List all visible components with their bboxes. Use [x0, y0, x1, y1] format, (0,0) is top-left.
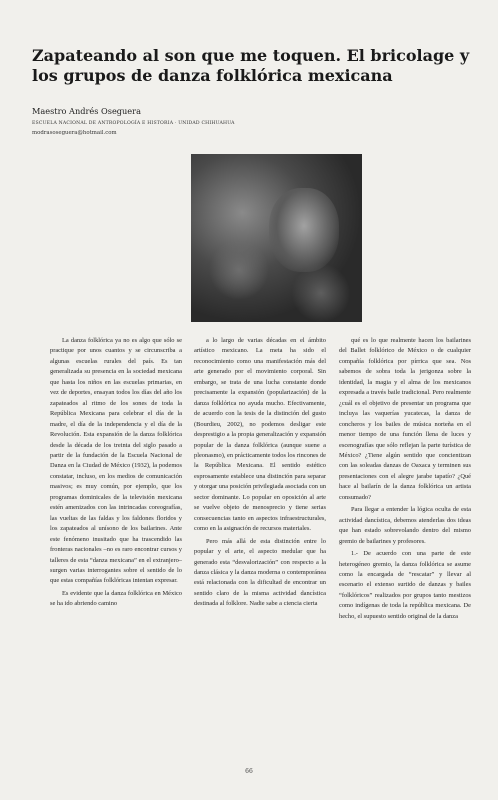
page-number: 66	[245, 768, 253, 775]
author-name: Maestro Andrés Oseguera	[32, 106, 141, 116]
text-column-3	[339, 336, 471, 622]
text-column-1	[50, 336, 182, 610]
author-affiliation: ESCUELA NACIONAL DE ANTROPOLOGÍA E HISTORIA · UNIDAD CHIHUAHUA	[32, 121, 235, 126]
dancers-photo	[191, 154, 362, 322]
paragraph: Es evidente que la danza folklórica en México se ha ido abriendo camino	[50, 589, 182, 608]
paragraph: Para llegar a entender la lógica oculta de esta actividad dancística, debemos atenderlas dos ideas que han estado sobrevolando dentro del mismo gremio de bailarines y profesores.	[339, 506, 471, 545]
paragraph: a lo largo de varias décadas en el ámbito artístico mexicano. La meta ha sido el reconocimiento como una manifestación más del arte generado por el movimiento corporal. Sin embargo, se trata de una lucha constante donde precisamente la expansión (popularización) de la danza folklórica no ayuda mucho. Efectivamente, de acuerdo con la tesis de la distinción del gusto (Bourdieu, 2002), no podemos desligar este desprestigio a la propia generalización y expansión popular de la danza folklórica (aunque suene a pleonasmo), en prácticamente todos los rincones de la República Mexicana. El sentido estético esprosamente establece una distinción para separar y otorgar una posición privilegiada asociada con un sector dominante. Lo popular en oposición al arte se vuelve objeto de menosprecio y tiene serias consecuencias tanto en aspectos infraestructurales, como en la asignación de recursos materiales.	[194, 337, 326, 533]
paragraph: 1.- De acuerdo con una parte de este heterogéneo gremio, la danza folklórica se asume como la encargada de “rescatar” y llevar al escenario el extenso surtido de danzas y bailes “folklóricos” realizados por grupos tanto mestizos como indígenas de toda la república mexicana. De hecho, el supuesto sentido original de la danza	[339, 550, 471, 620]
article-title: Zapateando al son que me toquen. El bricolage y los grupos de danza folklórica mexicana	[32, 46, 470, 85]
text-column-2	[194, 336, 326, 610]
paragraph: qué es lo que realmente hacen los bailarines del Ballet folklórico de México o de cualquier compañía folklórica por pírrica que sea. Nos sabemos de sobra toda la jerigonza sobre la identidad, la magia y el alma de los mexicanos expresada a través baile tradicional. Pero realmente ¿cuál es el objetivo de presentar un programa que incluya las vaquerías yucatecas, la danza de concheros y los bailes de música norteña en el menor tiempo de una función llena de luces y escenografías que sólo reflejan la parte turística de México? ¿Tiene algún sentido que concientizan con las soleadas danzas de Oaxaca y terminen sus presentaciones con el alegre jarabe tapatío? ¿Qué hace al bailarín de la danza folklórica un artista consumado?	[339, 337, 471, 501]
paragraph: Pero más allá de esta distinción entre lo popular y el arte, el aspecto medular que ha generado esta “desvalorización” con respecto a la danza clásica y la danza moderna o contemporánea está relacionada con la dificultad de encontrar un sentido claro de la misma actividad dancística destinada al folklore. Nadie sabe a ciencia cierta	[194, 537, 326, 608]
paragraph: La danza folklórica ya no es algo que sólo se practique por unos cuantos y se circunscriba a algunas escuelas rurales del país. Es tan generalizada su presencia en la sociedad mexicana que hasta los niños en las escuelas primarias, en vez de deportes, ensayan todos los días del año los zapateados al ritmo de los sones de toda la República Mexicana para celebrar el día de la madre, el día de la independencia y el día de la Revolución. Esta expansión de la danza folklórica desde la década de los treinta del siglo pasado a partir de la fundación de la Escuela Nacional de Danza en la Ciudad de México (1932), la podemos constatar, incluso, en los medios de comunicación masivos; es muy común, por ejemplo, que los programas dominicales de la televisión mexicana estén amenizados con las intrincadas coreografías, las vueltas de las faldas y los faldones floridos y los zapateados al unísono de los bailarines. Ante este fenómeno inusitado que ha trascendido las fronteras nacionales –no es raro encontrar cursos y talleres de esta “danza mexicana” en el extranjero– surgen varias interrogantes sobre el sentido de lo que estas compañías folklóricas intentan expresar.	[50, 337, 182, 585]
author-email: modrasoseguera@hotmail.com	[32, 130, 117, 136]
